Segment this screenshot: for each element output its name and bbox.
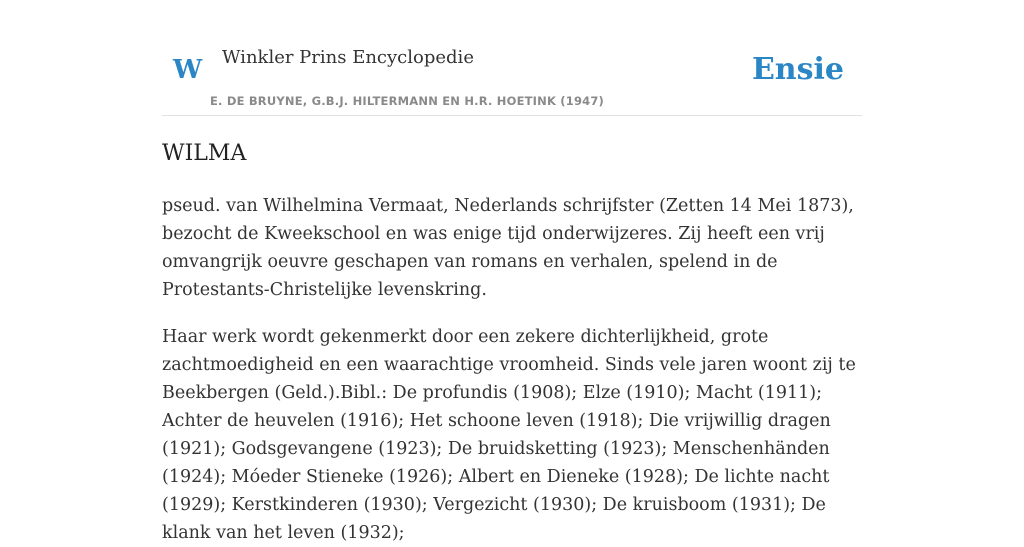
article-paragraph: pseud. van Wilhelmina Vermaat, Nederlands schrijfster (Zetten 14 Mei 1873), bezocht de Kweekschool en was enige tijd onderwijzeres. Zij heeft een vrij omvangrijk oeuvre geschapen van romans en verhalen, spelend in de Protestants-Christelijke levenskring. — [162, 196, 854, 300]
winkler-prins-logo[interactable]: W — [173, 55, 203, 85]
site-title[interactable]: Winkler Prins Encyclopedie — [222, 47, 474, 68]
site-authors: E. DE BRUYNE, G.B.J. HILTERMANN EN H.R. HOETINK (1947) — [210, 94, 605, 108]
ensie-logo[interactable]: Ensie — [751, 52, 844, 87]
article-headword: WILMA — [162, 141, 247, 166]
article-paragraph: Haar werk wordt gekenmerkt door een zekere dichterlijkheid, grote zachtmoedigheid en een waarachtige vroomheid. Sinds vele jaren woont zij te Beekbergen (Geld.).Bibl.: De profundis (1908); Elze (1910); Macht (1911); Achter de heuvelen (1916); Het schoone leven (1918); Die vrijwillig dragen (1921); Godsgevangene (1923); De bruidsketting (1923); Menschenhänden (1924); Móeder Stieneke (1926); Albert en Dieneke (1928); De lichte nacht (1929); Kerstkinderen (1930); Vergezicht (1930); De kruisboom (1931); De klank van het leven (1932); — [162, 327, 856, 543]
article — [162, 138, 862, 547]
site-header — [162, 40, 862, 116]
